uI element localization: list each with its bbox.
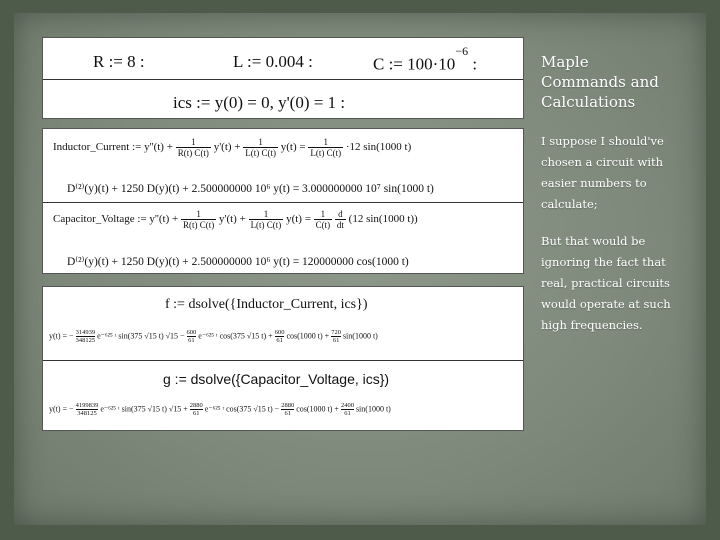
capacitor-output: D⁽²⁾(y)(t) + 1250 D(y)(t) + 2.500000000 10⁶ y(t) = 120000000 cos(1000 t) — [67, 256, 409, 268]
c-definition: C := $100\cdot 10^{-6}$ : — [373, 44, 478, 74]
paragraph-1: I suppose I should've chosen a circuit with easier numbers to calculate; — [541, 134, 664, 211]
capacitor-equation: Capacitor_Voltage := y''(t) + $\frac{1}{R(t) C(t)}$ y'(t) + $\frac{1}{L(t) C(t)}$ y(t) = $\frac{1}{C(t)}$ $\frac{d}{dt}$ (12 sin(1000 t)) — [53, 209, 418, 230]
dsolve-panel — [42, 286, 524, 431]
paragraph-2: But that would be ignoring the fact that real, practical circuits would operate at such high frequencies. — [541, 234, 671, 332]
separator — [43, 79, 523, 80]
inductor-output: D⁽²⁾(y)(t) + 1250 D(y)(t) + 2.500000000 10⁶ y(t) = 3.000000000 10⁷ sin(1000 t) — [67, 183, 434, 195]
dsolve-f-command: f := dsolve({Inductor_Current, ics}) — [165, 297, 368, 312]
params-panel — [42, 37, 524, 119]
separator — [43, 202, 523, 203]
inductor-equation: Inductor_Current := y''(t) + $\frac{1}{R(t) C(t)}$ y'(t) + $\frac{1}{L(t) C(t)}$ y(t) = $\frac{1}{L(t) C(t)}$ ·12 sin(1000 t) — [53, 137, 412, 158]
slide-title: Maple Commands and Calculations — [541, 53, 659, 111]
r-definition: R := 8 : — [93, 52, 145, 71]
dsolve-g-command: g := dsolve({Capacitor_Voltage, ics}) — [163, 371, 390, 387]
l-definition: L := 0.004 : — [233, 52, 313, 71]
dsolve-f-result: y(t) = − $\frac{314939}{348125}$ e⁻⁶²⁵ ᵗ sin(375 √15 t) √15 − $\frac{600}{61}$ e⁻⁶²⁵ ᵗ cos(375 √15 t) + $\frac{600}{61}$ cos(1000 t) + $\frac{720}{61}$ sin(1000 t) — [49, 329, 378, 344]
dsolve-g-result: y(t) = − $\frac{4199839}{348125}$ e⁻⁶²⁵ ᵗ sin(375 √15 t) √15 + $\frac{2880}{61}$ e⁻⁶²⁵ ᵗ cos(375 √15 t) − $\frac{2880}{61}$ cos(1000 t) + $\frac{2400}{61}$ sin(1000 t) — [49, 402, 391, 417]
equations-panel — [42, 128, 524, 274]
ics-definition: ics := y(0) = 0, y'(0) = 1 : — [173, 93, 346, 112]
separator — [43, 360, 523, 361]
